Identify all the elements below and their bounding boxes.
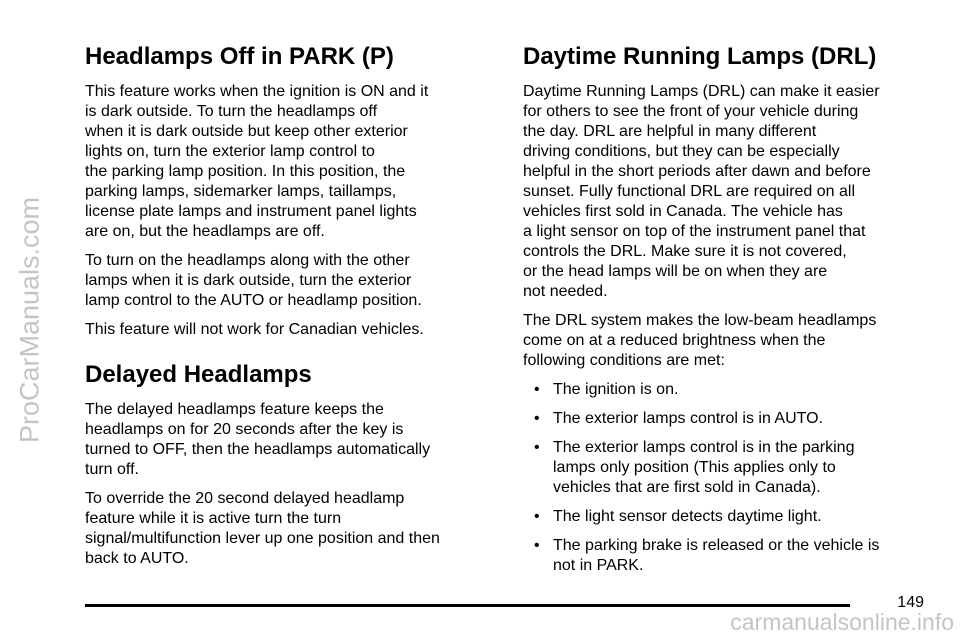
- list-item: • The light sensor detects daytime light.: [534, 508, 822, 525]
- paragraph: Daytime Running Lamps (DRL) can make it easier for others to see the front of your vehicle during the day. DRL are helpful in many different driving conditions, but they can be especially helpful in the short periods after dawn and before sunset. Fully functional DRL are required on all vehicles first sold in Canada. The vehicle has a light sensor on top of the instrument panel that controls the DRL. Make sure it is not covered, or the head lamps will be on when they are not needed.: [523, 83, 880, 300]
- page-number: 149: [897, 594, 924, 611]
- paragraph: The DRL system makes the low-beam headlamps come on at a reduced brightness when the following conditions are met:: [523, 312, 877, 369]
- bullet-icon: •: [534, 381, 540, 398]
- bullet-icon: •: [534, 537, 540, 554]
- watermark-footer: carmanualsonline.info: [730, 609, 954, 635]
- heading-drl: Daytime Running Lamps (DRL): [523, 43, 877, 70]
- list-item: • The ignition is on.: [534, 381, 679, 398]
- footer-rule: [85, 604, 850, 607]
- paragraph: The delayed headlamps feature keeps the headlamps on for 20 seconds after the key is turned to OFF, then the headlamps automatically turn off.: [85, 401, 431, 478]
- list-item: • The exterior lamps control is in the parking lamps only position (This applies only to vehicles that are first sold in Canada).: [534, 439, 855, 496]
- paragraph: To turn on the headlamps along with the other lamps when it is dark outside, turn the exterior lamp control to the AUTO or headlamp position.: [85, 252, 422, 309]
- list-item: • The parking brake is released or the vehicle is not in PARK.: [534, 537, 880, 574]
- right-column: [523, 42, 933, 585]
- left-column: [85, 42, 495, 578]
- paragraph: To override the 20 second delayed headlamp feature while it is active turn the turn signal/multifunction lever up one position and then back to AUTO.: [85, 490, 440, 567]
- bullet-icon: •: [534, 508, 540, 525]
- bullet-icon: •: [534, 439, 540, 456]
- heading-delayed-headlamps: Delayed Headlamps: [85, 361, 312, 388]
- heading-headlamps-off-park: Headlamps Off in PARK (P): [85, 43, 394, 70]
- paragraph: This feature works when the ignition is ON and it is dark outside. To turn the headlamps off when it is dark outside but keep other exterior lights on, turn the exterior lamp control to the parking lamp position. In this position, the parking lamps, sidemarker lamps, taillamps, license plate lamps and instrument panel lights are on, but the headlamps are off.: [85, 83, 429, 240]
- list-item: • The exterior lamps control is in AUTO.: [534, 410, 824, 427]
- bullet-icon: •: [534, 410, 540, 427]
- drl-conditions-list: [523, 380, 933, 576]
- watermark-side-text: ProCarManuals.com: [14, 196, 45, 444]
- watermark-side: [0, 0, 60, 640]
- paragraph: This feature will not work for Canadian vehicles.: [85, 321, 424, 338]
